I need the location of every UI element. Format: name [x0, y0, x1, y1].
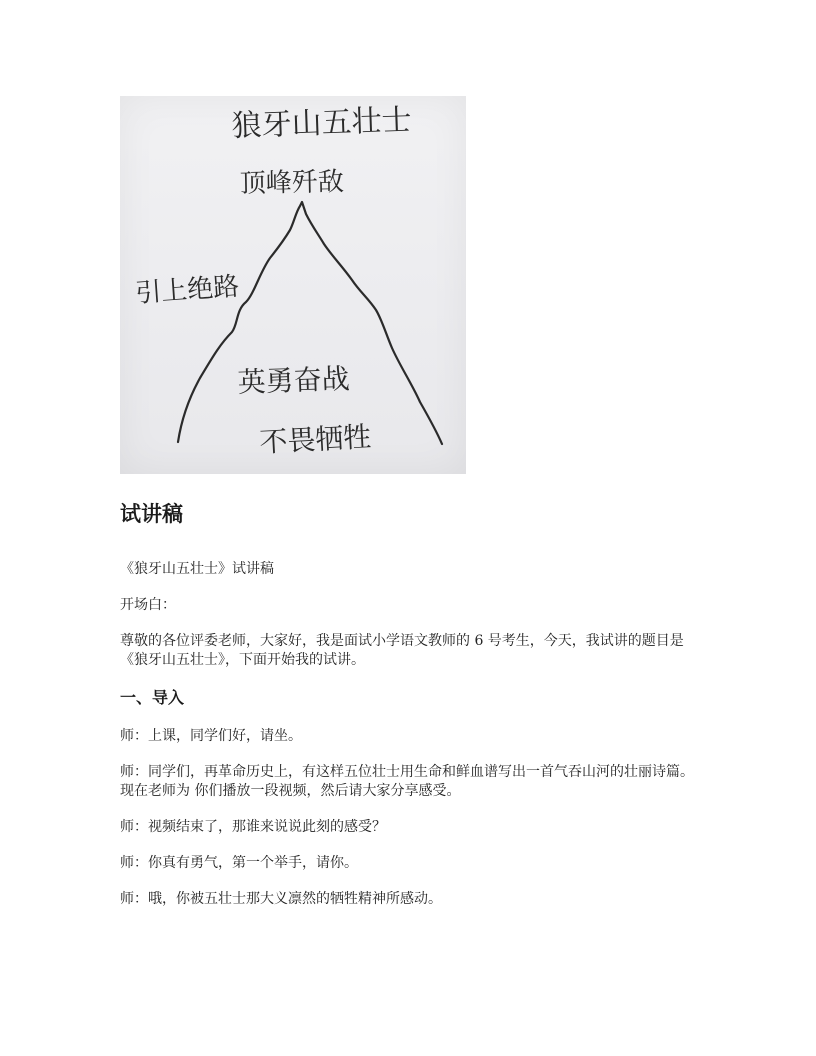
dialogue-line: 师：同学们，再革命历史上，有这样五位壮士用生命和鲜血谱写出一首气吞山河的壮丽诗篇。现在老师为 你们播放一段视频，然后请大家分享感受。: [120, 764, 694, 799]
opening-text: 尊敬的各位评委老师，大家好，我是面试小学语文教师的 6 号考生，今天，我试讲的题目是《狼牙山五壮士》，下面开始我的试讲。: [120, 633, 684, 668]
figure-text-bottom: 不畏牺牲: [258, 420, 373, 459]
figure-text-left: 引上绝路: [134, 271, 241, 309]
dialogue-line: 师：你真有勇气，第一个举手，请你。: [120, 855, 358, 871]
opening-label: 开场白：: [120, 597, 176, 613]
doc-subtitle: 《狼牙山五壮士》试讲稿: [120, 561, 274, 577]
mountain-sketch: [120, 96, 466, 474]
dialogue-line: 师：视频结束了，那谁来说说此刻的感受？: [120, 819, 386, 835]
figure-text-middle: 英勇奋战: [237, 362, 351, 399]
figure-text-top: 狼牙山五壮士: [231, 102, 413, 144]
figure-text-peak: 顶峰歼敌: [239, 167, 345, 199]
handwritten-mountain-figure: [120, 96, 466, 474]
document-content: [120, 496, 700, 926]
section-heading-intro: 一、导入: [120, 688, 185, 707]
dialogue-line: 师：上课，同学们好，请坐。: [120, 728, 302, 744]
page-title: 试讲稿: [120, 502, 183, 526]
mountain-outline-icon: [178, 202, 442, 444]
dialogue-line: 师：哦，你被五壮士那大义凛然的牺牲精神所感动。: [120, 891, 442, 907]
